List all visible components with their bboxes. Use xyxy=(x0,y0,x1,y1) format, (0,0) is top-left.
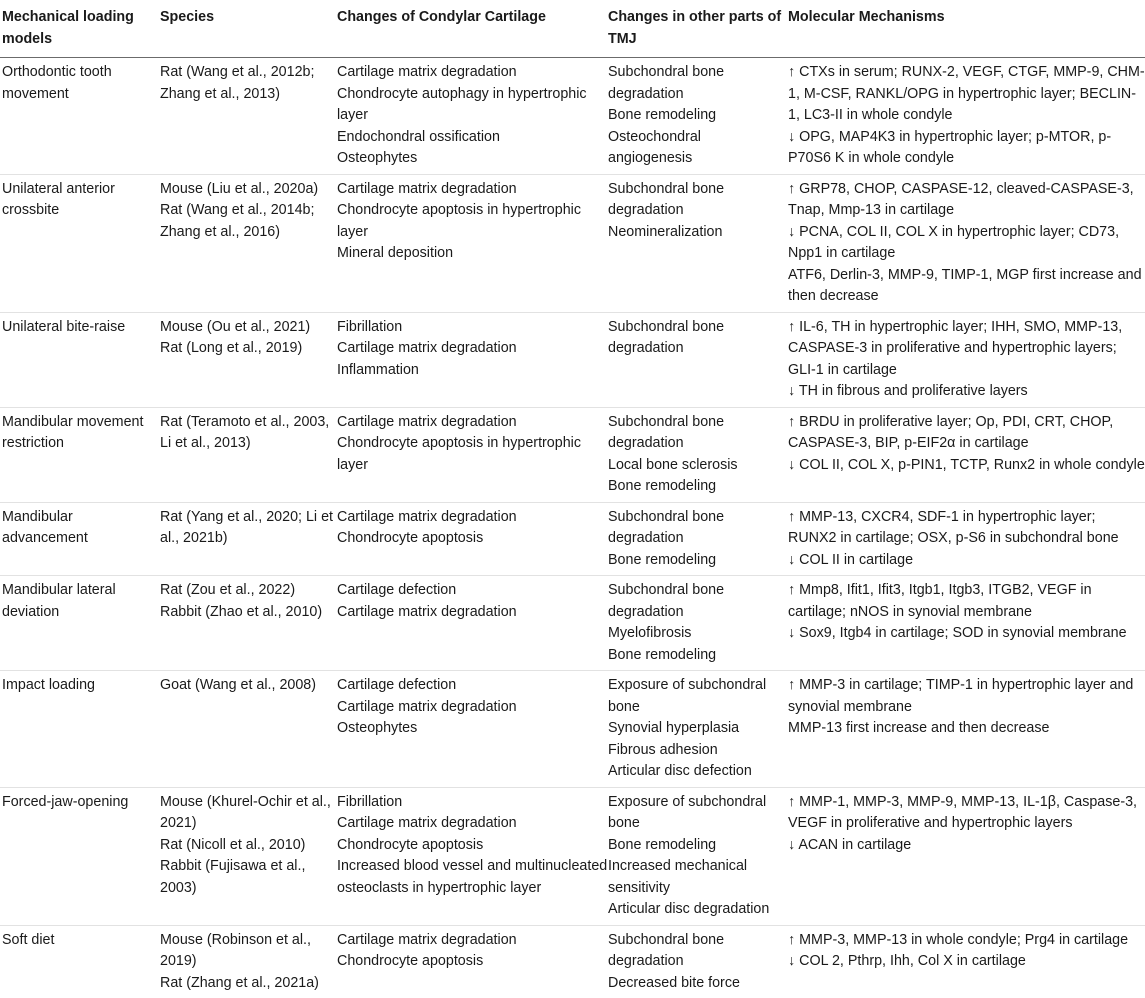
other-line: Articular disc degradation xyxy=(608,899,788,921)
other-line: Decreased bite force xyxy=(608,973,788,995)
cell-model: Orthodontic tooth movement xyxy=(0,58,160,175)
mechanisms-line: ↑ MMP-1, MMP-3, MMP-9, MMP-13, IL-1β, Caspase-3, VEGF in proliferative and hypertrophic layers xyxy=(788,792,1145,835)
condylar-line: Osteophytes xyxy=(337,718,608,740)
cell-species xyxy=(160,312,337,407)
mechanisms-line: ↓ COL II, COL X, p-PIN1, TCTP, Runx2 in whole condyle xyxy=(788,455,1145,477)
condylar-line: Cartilage matrix degradation xyxy=(337,813,608,835)
other-line: Bone remodeling xyxy=(608,835,788,857)
other-line: Exposure of subchondral bone xyxy=(608,675,788,718)
table-row xyxy=(0,925,1145,998)
condylar-line: Cartilage defection xyxy=(337,580,608,602)
other-line: Increased mechanical sensitivity xyxy=(608,856,788,899)
other-line: Subchondral bone degradation xyxy=(608,62,788,105)
other-line: Myelofibrosis xyxy=(608,623,788,645)
species-line: Mouse (Liu et al., 2020a) xyxy=(160,179,337,201)
other-line: Bone remodeling xyxy=(608,476,788,498)
cell-mechanisms xyxy=(788,787,1145,925)
condylar-line: Endochondral ossification xyxy=(337,127,608,149)
mechanisms-line: ↓ COL II in cartilage xyxy=(788,550,1145,572)
cell-condylar xyxy=(337,312,608,407)
other-line: Fibrous adhesion xyxy=(608,740,788,762)
cell-mechanisms xyxy=(788,58,1145,175)
cell-mechanisms xyxy=(788,671,1145,788)
species-line: Mouse (Robinson et al., 2019) xyxy=(160,930,337,973)
mechanisms-line: ↓ PCNA, COL II, COL X in hypertrophic layer; CD73, Npp1 in cartilage xyxy=(788,222,1145,265)
condylar-line: Cartilage matrix degradation xyxy=(337,62,608,84)
header-row xyxy=(0,0,1145,58)
species-line: Rat (Long et al., 2019) xyxy=(160,338,337,360)
mechanisms-line: ATF6, Derlin-3, MMP-9, TIMP-1, MGP first increase and then decrease xyxy=(788,265,1145,308)
other-line: Articular disc defection xyxy=(608,761,788,783)
condylar-line: Cartilage matrix degradation xyxy=(337,338,608,360)
species-line: Rat (Teramoto et al., 2003, Li et al., 2013) xyxy=(160,412,337,455)
mechanisms-line: ↑ MMP-3, MMP-13 in whole condyle; Prg4 in cartilage xyxy=(788,930,1145,952)
cell-mechanisms xyxy=(788,502,1145,576)
table-row xyxy=(0,787,1145,925)
species-line: Goat (Wang et al., 2008) xyxy=(160,675,337,697)
cell-species xyxy=(160,174,337,312)
species-line: Mouse (Khurel-Ochir et al., 2021) xyxy=(160,792,337,835)
cell-model: Unilateral anterior crossbite xyxy=(0,174,160,312)
condylar-line: Chondrocyte apoptosis in hypertrophic layer xyxy=(337,200,608,243)
mechanisms-line: ↑ MMP-13, CXCR4, SDF-1 in hypertrophic layer; RUNX2 in cartilage; OSX, p-S6 in subchondral bone xyxy=(788,507,1145,550)
table-row xyxy=(0,407,1145,502)
mechanisms-line: ↑ BRDU in proliferative layer; Op, PDI, CRT, CHOP, CASPASE-3, BIP, p-EIF2α in cartilage xyxy=(788,412,1145,455)
mechanisms-line: ↓ OPG, MAP4K3 in hypertrophic layer; p-MTOR, p-P70S6 K in whole condyle xyxy=(788,127,1145,170)
other-line: Bone remodeling xyxy=(608,550,788,572)
cell-species xyxy=(160,407,337,502)
table-row xyxy=(0,58,1145,175)
other-line: Bone remodeling xyxy=(608,645,788,667)
cell-model: Mandibular movement restriction xyxy=(0,407,160,502)
cell-mechanisms xyxy=(788,925,1145,998)
cell-model: Impact loading xyxy=(0,671,160,788)
species-line: Rat (Wang et al., 2012b; Zhang et al., 2013) xyxy=(160,62,337,105)
condylar-line: Cartilage matrix degradation xyxy=(337,602,608,624)
cell-other xyxy=(608,787,788,925)
cell-species xyxy=(160,58,337,175)
species-line: Rabbit (Fujisawa et al., 2003) xyxy=(160,856,337,899)
other-line: Subchondral bone degradation xyxy=(608,317,788,360)
other-line: Subchondral bone degradation xyxy=(608,930,788,973)
mechanisms-line: ↑ IL-6, TH in hypertrophic layer; IHH, SMO, MMP-13, CASPASE-3 in proliferative and hypertrophic layers; GLI-1 in cartilage xyxy=(788,317,1145,382)
cell-condylar xyxy=(337,576,608,671)
cell-condylar xyxy=(337,502,608,576)
condylar-line: Cartilage matrix degradation xyxy=(337,507,608,529)
cell-other xyxy=(608,925,788,998)
mechanisms-line: ↓ COL 2, Pthrp, Ihh, Col X in cartilage xyxy=(788,951,1145,973)
mechanisms-line: ↓ ACAN in cartilage xyxy=(788,835,1145,857)
other-line: Subchondral bone degradation xyxy=(608,580,788,623)
cell-species xyxy=(160,576,337,671)
cell-species xyxy=(160,671,337,788)
other-line: Subchondral bone degradation xyxy=(608,412,788,455)
other-line: Exposure of subchondral bone xyxy=(608,792,788,835)
cell-other xyxy=(608,174,788,312)
species-line: Rat (Zou et al., 2022) xyxy=(160,580,337,602)
condylar-line: Cartilage matrix degradation xyxy=(337,930,608,952)
cell-condylar xyxy=(337,58,608,175)
cell-other xyxy=(608,312,788,407)
cell-condylar xyxy=(337,787,608,925)
header-mechanisms: Molecular Mechanisms xyxy=(788,0,1145,58)
cell-other xyxy=(608,502,788,576)
cell-condylar xyxy=(337,174,608,312)
species-line: Rat (Wang et al., 2014b; Zhang et al., 2016) xyxy=(160,200,337,243)
other-line: Subchondral bone degradation xyxy=(608,507,788,550)
mechanisms-line: ↓ TH in fibrous and proliferative layers xyxy=(788,381,1145,403)
condylar-line: Fibrillation xyxy=(337,317,608,339)
condylar-line: Mineral deposition xyxy=(337,243,608,265)
mechanisms-line: ↑ MMP-3 in cartilage; TIMP-1 in hypertrophic layer and synovial membrane xyxy=(788,675,1145,718)
condylar-line: Cartilage defection xyxy=(337,675,608,697)
condylar-line: Cartilage matrix degradation xyxy=(337,697,608,719)
cell-other xyxy=(608,671,788,788)
header-other: Changes in other parts of TMJ xyxy=(608,0,788,58)
cell-other xyxy=(608,58,788,175)
condylar-line: Chondrocyte apoptosis in hypertrophic layer xyxy=(337,433,608,476)
cell-condylar xyxy=(337,407,608,502)
cell-mechanisms xyxy=(788,576,1145,671)
cell-condylar xyxy=(337,671,608,788)
mechanisms-line: ↑ Mmp8, Ifit1, Ifit3, Itgb1, Itgb3, ITGB2, VEGF in cartilage; nNOS in synovial membrane xyxy=(788,580,1145,623)
condylar-line: Cartilage matrix degradation xyxy=(337,412,608,434)
mechanisms-line: ↑ GRP78, CHOP, CASPASE-12, cleaved-CASPASE-3, Tnap, Mmp-13 in cartilage xyxy=(788,179,1145,222)
other-line: Local bone sclerosis xyxy=(608,455,788,477)
cell-species xyxy=(160,925,337,998)
species-line: Rat (Zhang et al., 2021a) xyxy=(160,973,337,995)
cell-model: Mandibular lateral deviation xyxy=(0,576,160,671)
cell-other xyxy=(608,407,788,502)
cell-other xyxy=(608,576,788,671)
condylar-line: Chondrocyte apoptosis xyxy=(337,528,608,550)
table-row xyxy=(0,502,1145,576)
other-line: Osteochondral angiogenesis xyxy=(608,127,788,170)
other-line: Bone remodeling xyxy=(608,105,788,127)
cell-mechanisms xyxy=(788,174,1145,312)
mechanisms-line: ↑ CTXs in serum; RUNX-2, VEGF, CTGF, MMP-9, CHM-1, M-CSF, RANKL/OPG in hypertrophic layer; BECLIN-1, LC3-II in whole condyle xyxy=(788,62,1145,127)
cell-model: Soft diet xyxy=(0,925,160,998)
table-row xyxy=(0,174,1145,312)
cell-mechanisms xyxy=(788,407,1145,502)
other-line: Synovial hyperplasia xyxy=(608,718,788,740)
table-body xyxy=(0,58,1145,998)
species-line: Rat (Nicoll et al., 2010) xyxy=(160,835,337,857)
cell-mechanisms xyxy=(788,312,1145,407)
cell-model: Mandibular advancement xyxy=(0,502,160,576)
cell-species xyxy=(160,787,337,925)
mechanisms-line: ↓ Sox9, Itgb4 in cartilage; SOD in synovial membrane xyxy=(788,623,1145,645)
table-row xyxy=(0,576,1145,671)
cell-model: Unilateral bite-raise xyxy=(0,312,160,407)
table-header xyxy=(0,0,1145,58)
cell-species xyxy=(160,502,337,576)
header-species: Species xyxy=(160,0,337,58)
condylar-line: Osteophytes xyxy=(337,148,608,170)
cell-model: Forced-jaw-opening xyxy=(0,787,160,925)
species-line: Rat (Yang et al., 2020; Li et al., 2021b) xyxy=(160,507,337,550)
condylar-line: Fibrillation xyxy=(337,792,608,814)
species-line: Rabbit (Zhao et al., 2010) xyxy=(160,602,337,624)
condylar-line: Chondrocyte apoptosis xyxy=(337,951,608,973)
table-row xyxy=(0,312,1145,407)
other-line: Subchondral bone degradation xyxy=(608,179,788,222)
mechanisms-line: MMP-13 first increase and then decrease xyxy=(788,718,1145,740)
other-line: Neomineralization xyxy=(608,222,788,244)
condylar-line: Chondrocyte autophagy in hypertrophic layer xyxy=(337,84,608,127)
table-row xyxy=(0,671,1145,788)
species-line: Mouse (Ou et al., 2021) xyxy=(160,317,337,339)
condylar-line: Cartilage matrix degradation xyxy=(337,179,608,201)
header-model: Mechanical loading models xyxy=(0,0,160,58)
condylar-line: Increased blood vessel and multinucleated osteoclasts in hypertrophic layer xyxy=(337,856,608,899)
condylar-line: Chondrocyte apoptosis xyxy=(337,835,608,857)
header-condylar: Changes of Condylar Cartilage xyxy=(337,0,608,58)
condylar-line: Inflammation xyxy=(337,360,608,382)
cell-condylar xyxy=(337,925,608,998)
